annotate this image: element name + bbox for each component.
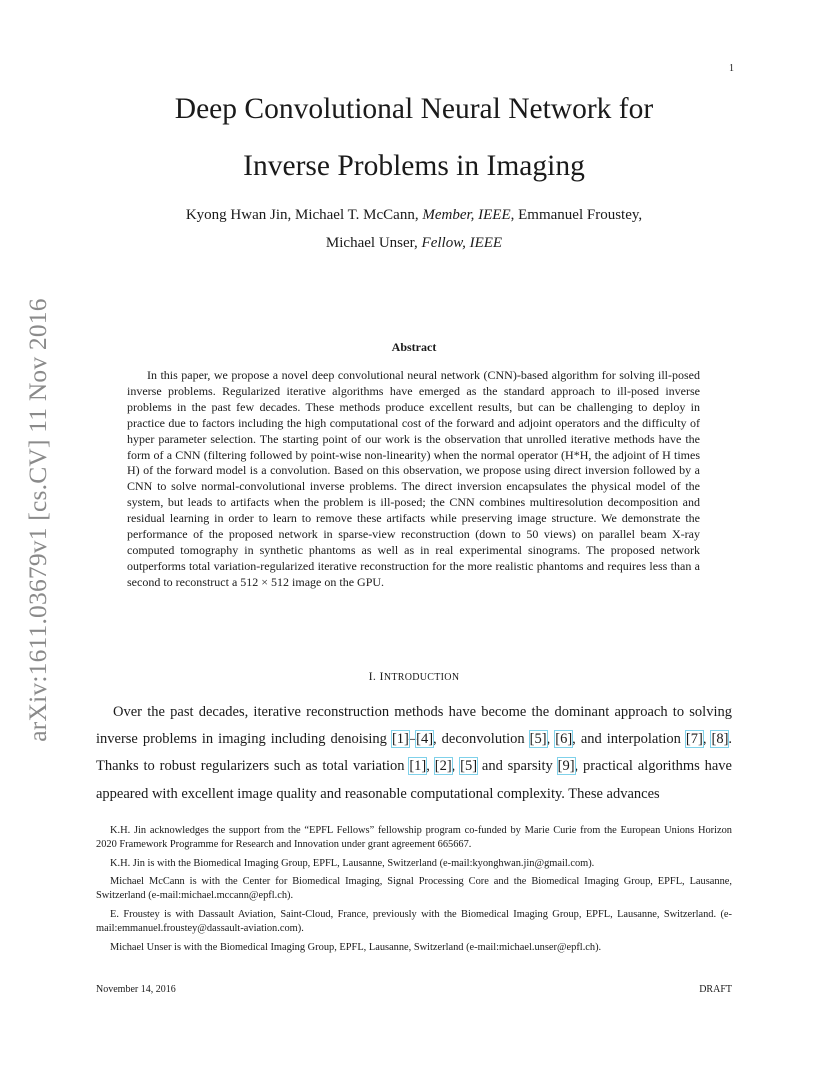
citation-link[interactable]: [9] [557,758,575,775]
abstract-heading: Abstract [391,340,437,354]
citation-link[interactable]: [5] [529,731,547,748]
footnote-funding: K.H. Jin acknowledges the support from the “EPFL Fellows” fellowship program co-funded by Marie Curie from the European Unions Horizon 2020 Framework Programme for Research and Innovation under grant agreement 665667. [96,825,732,850]
footnote-affiliation-unser: Michael Unser is with the Biomedical Imaging Group, EPFL, Lausanne, Switzerland (e-mail:michael.unser@epfl.ch). [110,941,602,953]
citation-link[interactable]: [7] [685,731,703,748]
paper-title-line-2: Inverse Problems in Imaging [243,150,585,182]
body-text: . Thanks to robust regularizers such as total variation [96,731,733,775]
author-names: Kyong Hwan Jin, Michael T. McCann, [185,207,423,223]
abstract-paragraph: In this paper, we propose a novel deep convolutional neural network (CNN)-based algorithm for solving ill-posed inverse problems. Regularized iterative algorithms have emerged as the standard approach to ill-posed inverse problems in the past few decades. These methods produce excellent results, but can be challenging to deploy in practice due to factors including the high computational cost of the forward and adjoint operators and the difficulty of hyper parameter selection. The starting point of our work is the observation that unrolled iterative methods have the form of a CNN (filtering followed by point-wise non-linearity) when the normal operator (H*H, the adjoint of H times H) of the forward model is a convolution. Based on this observation, we propose using direct inversion followed by a CNN to solve normal-convolutional inverse problems. The direct inversion encapsulates the physical model of the system, but leads to artifacts when the problem is ill-posed; the CNN combines multiresolution decomposition and residual learning in order to learn to remove these artifacts while preserving image structure. We demonstrate the performance of the proposed network in sparse-view reconstruction (down to 50 views) on parallel beam X-ray computed tomography in synthetic phantoms as well as in real experimental sinograms. The proposed network outperforms total variation-regularized iterative reconstruction for the more realistic phantoms and requires less than a second to reconstruct a 512 × 512 image on the GPU. [127,368,700,589]
author-list-line-1 [96,205,732,225]
author-names: , Emmanuel Froustey, [510,207,643,223]
section-title-rest: NTRODUCTION [383,672,460,683]
body-text: , [702,731,712,748]
body-text: and sparsity [477,758,558,775]
body-text: – [408,731,417,748]
body-text: , practical algorithms have appeared with excellent image quality and reasonable computational complexity. These advances [96,758,732,802]
paper-title-line-1: Deep Convolutional Neural Network for [174,93,654,125]
introduction-body [96,699,732,808]
citation-link[interactable]: [8] [711,731,729,748]
introduction-paragraph [96,699,732,808]
body-text: , [546,731,556,748]
citation-link[interactable]: [2] [434,758,452,775]
footer-date: November 14, 2016 [96,984,176,995]
body-text: , and interpolation [572,731,686,748]
citation-link[interactable]: [1] [409,758,427,775]
body-text: , deconvolution [433,731,530,748]
author-names: Michael Unser, [325,235,422,251]
section-title-initial: I [379,669,384,683]
arxiv-identifier: arXiv:1611.03679v1 [cs.CV] 11 Nov 2016 [23,298,52,742]
section-numeral: I. [368,669,380,683]
body-text: Over the past decades, iterative reconstruction methods have become the dominant approach to solving inverse problems in imaging including denoising [96,704,732,748]
citation-link[interactable]: [1] [391,731,409,748]
footnote-affiliation-jin: K.H. Jin is with the Biomedical Imaging Group, EPFL, Lausanne, Switzerland (e-mail:kyonghwan.jin@gmail.com). [110,857,595,869]
author-list-line-2 [96,233,732,253]
body-text: , [451,758,461,775]
footer-draft-label: DRAFT [699,984,732,995]
citation-link[interactable]: [4] [416,731,434,748]
author-membership: Fellow, IEEE [421,235,503,251]
body-text: , [426,758,435,775]
page-number: 1 [729,63,734,74]
abstract-body [127,368,700,591]
footnote-affiliation-mccann: Michael McCann is with the Center for Biomedical Imaging, Signal Processing Core and the Biomedical Imaging Group, EPFL, Lausanne, Switzerland (e-mail:michael.mccann@epfl.ch). [96,876,732,902]
footnotes [96,824,732,959]
citation-link[interactable]: [5] [460,758,478,775]
footnote-affiliation-froustey: E. Froustey is with Dassault Aviation, Saint-Cloud, France, previously with the Biomedical Imaging Group, EPFL, Lausanne, Switzerland. (e-mail:emmanuel.froustey@dassault-aviation.com). [96,908,732,934]
section-heading-introduction [96,669,732,684]
author-membership: Member, IEEE [422,207,511,223]
citation-link[interactable]: [6] [555,731,573,748]
